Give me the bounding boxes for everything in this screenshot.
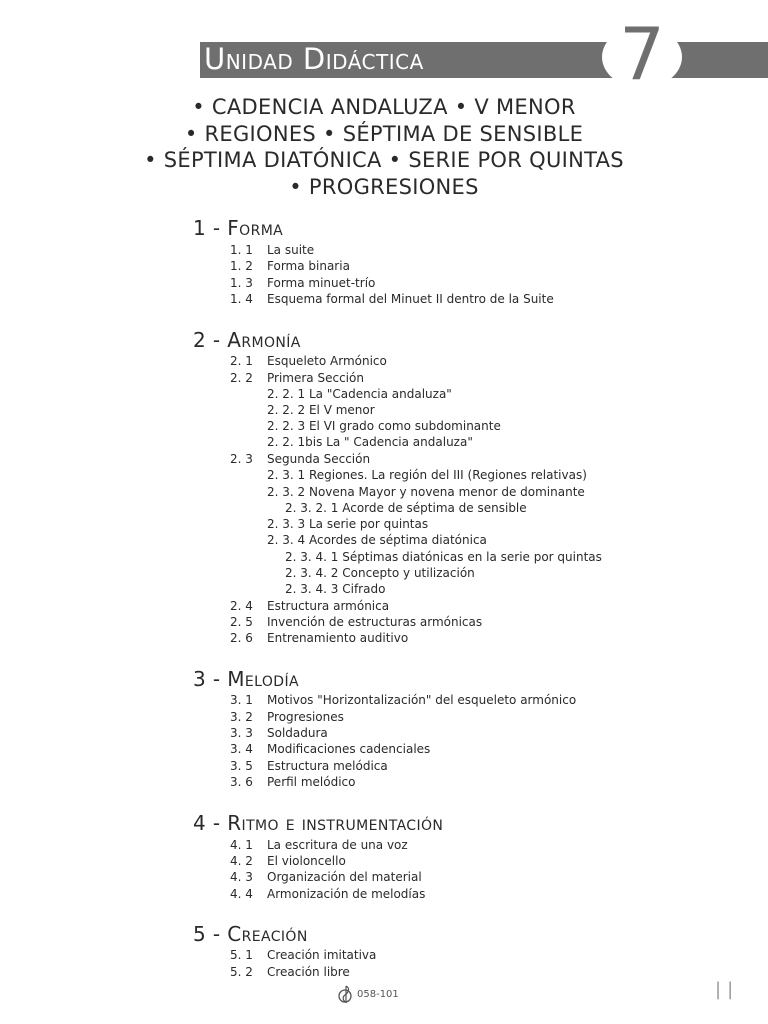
toc-subitem: 2. 3. 4. 2 Concepto y utilización xyxy=(285,566,475,580)
toc-item-number: 4. 1 xyxy=(230,838,253,852)
toc-subitem: 2. 2. 2 El V menor xyxy=(267,403,375,417)
toc-item-number: 2. 2 xyxy=(230,371,253,385)
toc-item-label: El violoncello xyxy=(267,854,346,868)
toc-item-label: La escritura de una voz xyxy=(267,838,408,852)
toc-item-number: 1. 3 xyxy=(230,276,253,290)
toc-item-label: Forma binaria xyxy=(267,259,350,273)
toc-subitem: 2. 3. 1 Regiones. La región del III (Regiones relativas) xyxy=(267,468,587,482)
toc-subitem: 2. 3. 4. 3 Cifrado xyxy=(285,582,386,596)
toc-item-number: 2. 4 xyxy=(230,599,253,613)
toc-item-label: Entrenamiento auditivo xyxy=(267,631,409,645)
toc-item-label: Forma minuet-trío xyxy=(267,276,376,290)
toc-item-number: 2. 3 xyxy=(230,452,253,466)
toc-item-number: 5. 1 xyxy=(230,948,253,962)
toc-item-label: La suite xyxy=(267,243,315,257)
keywords-line: • PROGRESIONES xyxy=(289,174,479,199)
toc-item-number: 5. 2 xyxy=(230,965,253,979)
toc-item-label: Armonización de melodías xyxy=(267,887,426,901)
toc-item-label: Motivos "Horizontalización" del esqueleto armónico xyxy=(267,693,577,707)
toc-item-label: Creación libre xyxy=(267,965,350,979)
toc-item-label: Invención de estructuras armónicas xyxy=(267,615,483,629)
toc-item-label: Creación imitativa xyxy=(267,948,377,962)
toc-item-number: 4. 2 xyxy=(230,854,253,868)
toc-item-label: Estructura armónica xyxy=(267,599,390,613)
page-marks: || xyxy=(715,979,740,1000)
toc-item-number: 3. 5 xyxy=(230,759,253,773)
toc-subitem: 2. 2. 3 El VI grado como subdominante xyxy=(267,419,501,433)
toc-item-label: Perfil melódico xyxy=(267,775,356,789)
section-heading: 5 - Creación xyxy=(193,922,308,946)
toc-item-label: Esqueleto Armónico xyxy=(267,354,387,368)
unit-number: 7 xyxy=(619,12,665,96)
unit-title: Unidad Didáctica xyxy=(204,42,424,76)
toc-item-number: 1. 1 xyxy=(230,243,253,257)
keywords-line: • REGIONES • SÉPTIMA DE SENSIBLE xyxy=(184,121,584,146)
toc-subitem: 2. 2. 1bis La " Cadencia andaluza" xyxy=(267,435,473,449)
section-heading: 3 - Melodía xyxy=(193,667,299,691)
toc-subitem: 2. 3. 4 Acordes de séptima diatónica xyxy=(267,533,487,547)
toc-subitem: 2. 3. 3 La serie por quintas xyxy=(267,517,429,531)
toc-item-number: 3. 1 xyxy=(230,693,253,707)
section-heading: 2 - Armonía xyxy=(193,328,301,352)
toc-subitem: 2. 3. 2. 1 Acorde de séptima de sensible xyxy=(285,501,527,515)
toc-item-label: Primera Sección xyxy=(267,371,364,385)
toc-item-number: 3. 4 xyxy=(230,742,253,756)
toc-item-number: 2. 6 xyxy=(230,631,253,645)
keywords-line: • SÉPTIMA DIATÓNICA • SERIE POR QUINTAS xyxy=(144,148,624,172)
keywords-line: • CADENCIA ANDALUZA • V MENOR xyxy=(192,95,576,119)
toc-item-label: Modificaciones cadenciales xyxy=(267,742,431,756)
footer-code: 058-101 xyxy=(357,989,399,1000)
toc-item-label: Segunda Sección xyxy=(267,452,371,466)
toc-item-number: 4. 3 xyxy=(230,870,253,884)
toc-item-number: 1. 4 xyxy=(230,292,253,306)
toc-subitem: 2. 3. 4. 1 Séptimas diatónicas en la serie por quintas xyxy=(285,550,602,564)
treble-clef-logo-icon xyxy=(336,984,356,1004)
toc-item-number: 1. 2 xyxy=(230,259,253,273)
toc-item-number: 4. 4 xyxy=(230,887,253,901)
toc-item-label: Esquema formal del Minuet II dentro de la Suite xyxy=(267,292,554,306)
toc-item-label: Progresiones xyxy=(267,710,344,724)
toc-item-label: Soldadura xyxy=(267,726,328,740)
toc-item-number: 3. 6 xyxy=(230,775,253,789)
toc-item-number: 3. 2 xyxy=(230,710,253,724)
keywords-block xyxy=(0,94,768,200)
section-heading: 1 - Forma xyxy=(193,216,284,240)
toc-item-label: Estructura melódica xyxy=(267,759,388,773)
toc-subitem: 2. 3. 2 Novena Mayor y novena menor de dominante xyxy=(267,485,585,499)
toc-subitem: 2. 2. 1 La "Cadencia andaluza" xyxy=(267,387,452,401)
toc-item-number: 2. 1 xyxy=(230,354,253,368)
toc-item-number: 3. 3 xyxy=(230,726,253,740)
toc-item-number: 2. 5 xyxy=(230,615,253,629)
section-heading: 4 - Ritmo e instrumentación xyxy=(193,811,444,835)
toc-item-label: Organización del material xyxy=(267,870,422,884)
